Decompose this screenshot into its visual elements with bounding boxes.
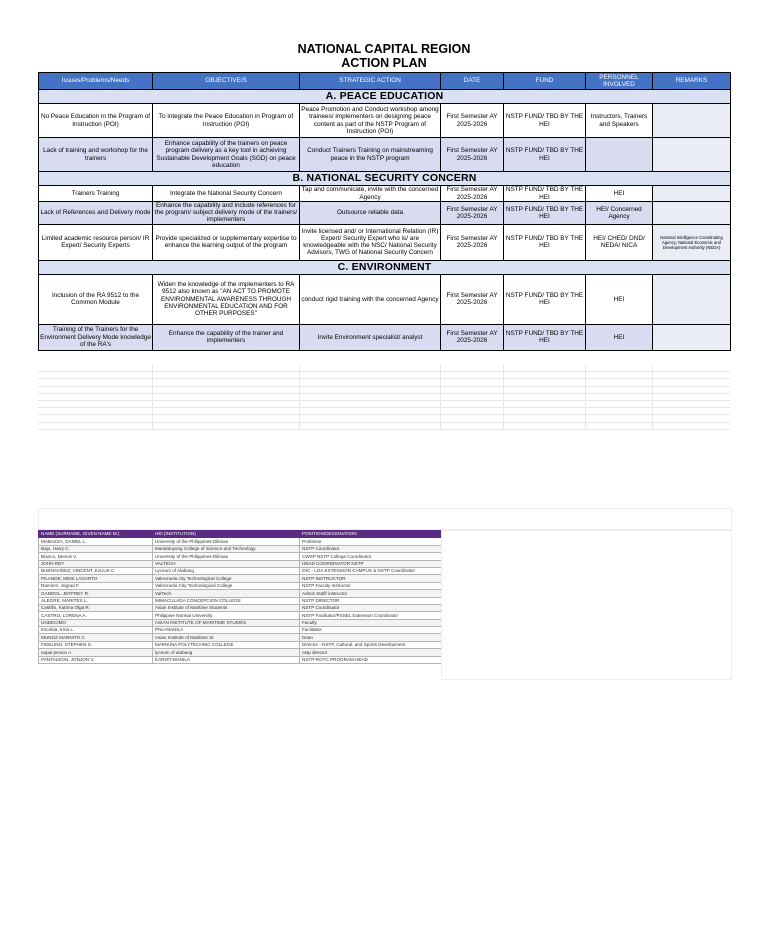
table-row	[39, 138, 731, 172]
cell-personnel: HEI	[586, 274, 653, 324]
cell-issue: Limited academic resource person/ IR Expert/ Security Experts	[39, 224, 153, 260]
cell-action: conduct rigid training with the concerned Agency	[300, 274, 441, 324]
table-row	[39, 590, 442, 597]
cell-fund: NSTP FUND/ TBD BY THE HEI	[504, 104, 586, 138]
empty-grid-line	[38, 365, 730, 372]
cell-personnel: Instructors, Trainers and Speakers	[586, 104, 653, 138]
cell-objective: Enhance the capability of the trainer and implementers	[153, 324, 300, 350]
cell-position: NSTP Coordinator	[300, 604, 442, 611]
empty-grid-line	[38, 408, 730, 415]
column-header: NAME (SURNAME, GIVEN NAME M.)	[39, 531, 153, 538]
table-row	[39, 224, 731, 260]
column-header: OBJECTIVE/S	[153, 73, 300, 90]
table-row	[39, 274, 731, 324]
table-row	[39, 545, 442, 552]
empty-grid-line	[38, 401, 730, 408]
cell-position: NSTP-ROTC PROGRAM HEAD	[300, 656, 442, 663]
section-title: C. ENVIRONMENT	[39, 260, 731, 274]
section-header-row	[39, 90, 731, 104]
cell-name: Bianco, Dennis V.	[39, 553, 153, 560]
cell-fund: NSTP FUND/ TBD BY THE HEI	[504, 224, 586, 260]
table-row	[39, 202, 731, 225]
cell-position: nstp director	[300, 649, 442, 656]
table-row	[39, 656, 442, 663]
cell-name: Ramirez, Jograd F.	[39, 582, 153, 589]
cell-remarks	[653, 104, 731, 138]
column-header: HEI (INSTITUTION)	[153, 531, 300, 538]
empty-grid-line	[38, 379, 730, 386]
table-row	[39, 604, 442, 611]
table-row	[39, 575, 442, 582]
section-title: B. NATIONAL SECURITY CONCERN	[39, 172, 731, 186]
column-header: POSITION/DESIGNATION	[300, 531, 442, 538]
cell-action: Invite Environment specialist/ analyst	[300, 324, 441, 350]
table-row	[39, 567, 442, 574]
section-header-row	[39, 172, 731, 186]
cell-objective: Enhance capability of the trainers on peace program delivery as a key tool in achieving Sustainable Development Goals (SGD) on peace education	[153, 138, 300, 172]
cell-position: NSTP Facilitator/PSSEL Extension Coordinator	[300, 612, 442, 619]
cell-institution: Lyceum of Alabang	[153, 567, 300, 574]
cell-position: NSTP Coordinator	[300, 545, 442, 552]
cell-position: Facilitator	[300, 627, 442, 634]
document-subtitle: ACTION PLAN	[341, 56, 427, 70]
cell-institution: University of the Philippines-Diliman	[153, 553, 300, 560]
column-header: PERSONNEL INVOLVED	[586, 73, 653, 90]
column-header: REMARKS	[653, 73, 731, 90]
empty-grid-area	[441, 530, 732, 680]
cell-position: Admin Staff/ instructor	[300, 590, 442, 597]
cell-position: Director - NSTP, Cultural, and Sports Development	[300, 641, 442, 648]
table-row	[39, 641, 442, 648]
table-row	[39, 538, 442, 545]
table-header-row	[39, 73, 731, 90]
cell-institution: Asian Institute of Maritime St	[153, 634, 300, 641]
cell-action: Peace Promotion and Conduct workshop among trainees/ implementers on designing peace content as part of the NSTP Program of Instruction (POI)	[300, 104, 441, 138]
column-header: DATE	[441, 73, 504, 90]
table-row	[39, 324, 731, 350]
cell-institution: VALTECH	[153, 560, 300, 567]
cell-issue: Trainers Training	[39, 186, 153, 202]
cell-institution: Valenzuela city Technological College	[153, 575, 300, 582]
document-title: NATIONAL CAPITAL REGION	[297, 42, 471, 56]
cell-name: MABAZZA, DANIEL L.	[39, 538, 153, 545]
cell-position: NSTP INSTRUCTOR	[300, 575, 442, 582]
cell-personnel: HEI	[586, 324, 653, 350]
cell-date: First Semester AY 2025-2026	[441, 104, 504, 138]
table-row	[39, 634, 442, 641]
cell-personnel: HEI/ Concerned Agency	[586, 202, 653, 225]
cell-name: CASTRO, LORENA A.	[39, 612, 153, 619]
table-row	[39, 612, 442, 619]
cell-issue: Lack of References and Delivery mode	[39, 202, 153, 225]
cell-name: Castillo, Katrina Olga R.	[39, 604, 153, 611]
cell-date: First Semester AY 2025-2026	[441, 186, 504, 202]
empty-grid-area	[38, 365, 730, 430]
cell-name: PILANDE, MIKE LAGARTO	[39, 575, 153, 582]
cell-name: GANDOL, JEFFREY R.	[39, 590, 153, 597]
cell-remarks	[653, 324, 731, 350]
cell-personnel: HEI/ CHED/ DND/ NEDA/ NICA	[586, 224, 653, 260]
cell-institution: ASIAN INSTITUTE OF MARITIME STUDIES	[153, 619, 300, 626]
empty-grid-line	[38, 423, 730, 430]
cell-position: CWSP NSTP College Coordinator	[300, 553, 442, 560]
cell-issue: Lack of training and workshop for the trainers	[39, 138, 153, 172]
cell-position: NSTP DIRECTOR	[300, 597, 442, 604]
cell-fund: NSTP FUND/ TBD BY THE HEI	[504, 138, 586, 172]
cell-institution: IMMACULADA CONCEPCION COLLEGE	[153, 597, 300, 604]
cell-institution: Philippine Normal University	[153, 612, 300, 619]
cell-name: PANTALEON, JONJON V.	[39, 656, 153, 663]
cell-institution: EARIST-MANILA	[153, 656, 300, 663]
empty-grid-line	[38, 394, 730, 401]
cell-position: NSTP Faculty Instructor	[300, 582, 442, 589]
cell-name: FIDELINO, STEPHEN S.	[39, 641, 153, 648]
cell-personnel: HEI	[586, 186, 653, 202]
cell-issue: Training of the Trainers for the Environment Delivery Mode knowledge of the RA's	[39, 324, 153, 350]
cell-objective: Integrate the National Security Concern	[153, 186, 300, 202]
cell-institution: MARIKINA POLYTECHNIC COLLEGE	[153, 641, 300, 648]
cell-position: HEAD COORDINATOR NSTP	[300, 560, 442, 567]
cell-remarks	[653, 138, 731, 172]
cell-institution: PNU-MANILA	[153, 627, 300, 634]
cell-name: BUENAVIDEZ, VINCENT JULIUS C.	[39, 567, 153, 574]
cell-personnel	[586, 138, 653, 172]
section-title: A. PEACE EDUCATION	[39, 90, 731, 104]
table-row	[39, 582, 442, 589]
table-row	[39, 104, 731, 138]
empty-grid-line	[38, 415, 730, 422]
cell-action: Conduct Trainers Training on mainstreaming peace in the NSTP program	[300, 138, 441, 172]
empty-grid-area	[38, 508, 732, 530]
cell-name: UNDECIMO	[39, 619, 153, 626]
cell-institution: lyceum of alabang	[153, 649, 300, 656]
cell-issue: Inclusion of the RA 9512 to the Common Module	[39, 274, 153, 324]
cell-institution: Asian Institute of Maritime Students	[153, 604, 300, 611]
cell-action: Tap and communicate, invite with the concerned Agency	[300, 186, 441, 202]
table-header-row	[39, 531, 442, 538]
empty-grid-line	[38, 387, 730, 394]
section-header-row	[39, 260, 731, 274]
cell-remarks	[653, 274, 731, 324]
cell-action: Outsource reliable data	[300, 202, 441, 225]
cell-remarks: National Intelligence Coordinating Agency, National Economic and Development Authority (NEDA)	[653, 224, 731, 260]
cell-fund: NSTP FUND/ TBD BY THE HEI	[504, 186, 586, 202]
cell-objective: Provide specialized or supplementary expertise to enhance the learning output of the program	[153, 224, 300, 260]
cell-name: ALEGRE, MARITES L.	[39, 597, 153, 604]
column-header: Issues/Problems/Needs	[39, 73, 153, 90]
cell-fund: NSTP FUND/ TBD BY THE HEI	[504, 324, 586, 350]
cell-remarks	[653, 202, 731, 225]
cell-date: First Semester AY 2025-2026	[441, 202, 504, 225]
cell-name: MUNOZ MARNITO C	[39, 634, 153, 641]
cell-name: JOHN REY	[39, 560, 153, 567]
table-row	[39, 619, 442, 626]
table-row	[39, 627, 442, 634]
cell-name: Bajo, Harry C.	[39, 545, 153, 552]
cell-date: First Semester AY 2025-2026	[441, 224, 504, 260]
cell-position: Professor	[300, 538, 442, 545]
cell-issue: No Peace Education in the Program of Instruction (POI)	[39, 104, 153, 138]
empty-grid-line	[38, 372, 730, 379]
table-row	[39, 553, 442, 560]
cell-institution: Mandaluyong College of Science and Technology	[153, 545, 300, 552]
cell-fund: NSTP FUND/ TBD BY THE HEI	[504, 274, 586, 324]
table-row	[39, 560, 442, 567]
table-row	[39, 649, 442, 656]
cell-date: First Semester AY 2025-2026	[441, 274, 504, 324]
cell-action: Invite licensed and/ or International Relation (IR) Expert/ Security Expert who is/ are knowledgeable with the NSC/ National Security Advisors, TWG of National Security Concern	[300, 224, 441, 260]
cell-institution: Valenzuela City Technological College	[153, 582, 300, 589]
cell-remarks	[653, 186, 731, 202]
cell-institution: ValTech	[153, 590, 300, 597]
cell-fund: NSTP FUND/ TBD BY THE HEI	[504, 202, 586, 225]
cell-name: napal jenson n	[39, 649, 153, 656]
cell-institution: University of the Philippines-Diliman	[153, 538, 300, 545]
participants-table	[38, 530, 442, 664]
cell-date: First Semester AY 2025-2026	[441, 324, 504, 350]
cell-name: Escobia, Irma L.	[39, 627, 153, 634]
cell-objective: Enhance the capability and include references for the program/ subject delivery mode of the trainers/ implementers	[153, 202, 300, 225]
action-plan-table	[38, 72, 731, 351]
cell-objective: Widen the knowledge of the implementers to RA 9512 also known as "AN ACT TO PROMOTE ENVIRONMENTAL AWARENESS THROUGH ENVIRONMENTAL EDUCATION AND FOR OTHER PURPOSES"	[153, 274, 300, 324]
table-row	[39, 597, 442, 604]
table-row	[39, 186, 731, 202]
cell-objective: To integrate the Peace Education in Program of Instruction (POI)	[153, 104, 300, 138]
column-header: FUND	[504, 73, 586, 90]
cell-position: Dean	[300, 634, 442, 641]
cell-date: First Semester AY 2025-2026	[441, 138, 504, 172]
cell-position: Faculty	[300, 619, 442, 626]
column-header: STRATEGIC ACTION	[300, 73, 441, 90]
cell-position: OIC - LOA EXTENSION CAMPUS & NSTP Coordinator	[300, 567, 442, 574]
